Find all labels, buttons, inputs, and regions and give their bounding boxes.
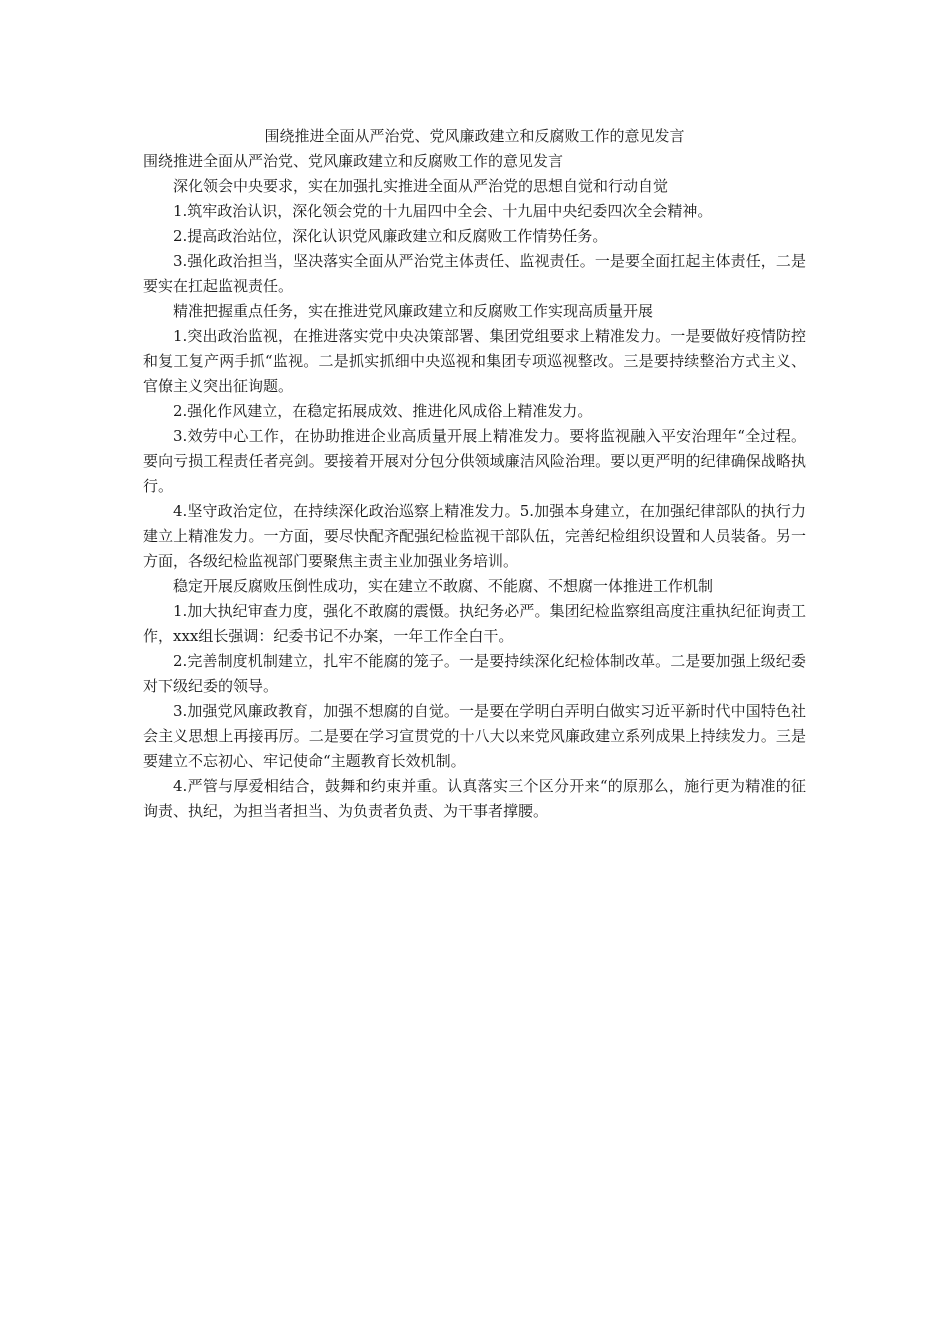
- paragraph: 2.完善制度机制建立，扎牢不能腐的笼子。一是要持续深化纪检体制改革。二是要加强上级纪委对下级纪委的领导。: [143, 652, 806, 695]
- document-subtitle: 围绕推进全面从严治党、党风廉政建立和反腐败工作的意见发言: [143, 152, 564, 170]
- document-page: [143, 124, 806, 824]
- paragraph: 4.严管与厚爱相结合，鼓舞和约束并重。认真落实三个区分开来“的原那么，施行更为精准的征询责、执纪，为担当者担当、为负责者负责、为干事者撑腰。: [143, 777, 806, 820]
- paragraph: 3.强化政治担当，坚决落实全面从严治党主体责任、监视责任。一是要全面扛起主体责任，二是要实在扛起监视责任。: [143, 252, 806, 295]
- paragraph: 3.加强党风廉政教育，加强不想腐的自觉。一是要在学明白弄明白做实习近平新时代中国特色社会主义思想上再接再厉。二是要在学习宣贯党的十八大以来党风廉政建立系列成果上持续发力。三是要建立不忘初心、牢记使命“主题教育长效机制。: [143, 702, 806, 770]
- paragraph: 1.加大执纪审查力度，强化不敢腐的震慑。执纪务必严。集团纪检监察组高度注重执纪征询责工作，xxx组长强调：纪委书记不办案，一年工作全白干。: [143, 602, 806, 645]
- document-title: 围绕推进全面从严治党、党风廉政建立和反腐败工作的意见发言: [264, 127, 685, 145]
- section-heading: 稳定开展反腐败压倒性成功，实在建立不敢腐、不能腐、不想腐一体推进工作机制: [173, 577, 714, 595]
- section-heading: 深化领会中央要求，实在加强扎实推进全面从严治党的思想自觉和行动自觉: [173, 177, 669, 195]
- paragraph: 2.提高政治站位，深化认识党风廉政建立和反腐败工作情势任务。: [173, 227, 608, 245]
- paragraph: 4.坚守政治定位，在持续深化政治巡察上精准发力。5.加强本身建立，在加强纪律部队的执行力建立上精准发力。一方面，要尽快配齐配强纪检监视干部队伍，完善纪检组织设置和人员装备。另一方面，各级纪检监视部门要聚焦主责主业加强业务培训。: [143, 502, 806, 570]
- paragraph: 2.强化作风建立，在稳定拓展成效、推进化风成俗上精准发力。: [173, 402, 593, 420]
- paragraph: 3.效劳中心工作，在协助推进企业高质量开展上精准发力。要将监视融入平安治理年“全过程。要向亏损工程责任者亮剑。要接着开展对分包分供领域廉洁风险治理。要以更严明的纪律确保战略执行。: [143, 427, 806, 495]
- paragraph: 1.筑牢政治认识，深化领会党的十九届四中全会、十九届中央纪委四次全会精神。: [173, 202, 713, 220]
- paragraph: 1.突出政治监视，在推进落实党中央决策部署、集团党组要求上精准发力。一是要做好疫情防控和复工复产两手抓“监视。二是抓实抓细中央巡视和集团专项巡视整改。三是要持续整治方式主义、官僚主义突出征询题。: [143, 327, 806, 395]
- section-heading: 精准把握重点任务，实在推进党风廉政建立和反腐败工作实现高质量开展: [173, 302, 654, 320]
